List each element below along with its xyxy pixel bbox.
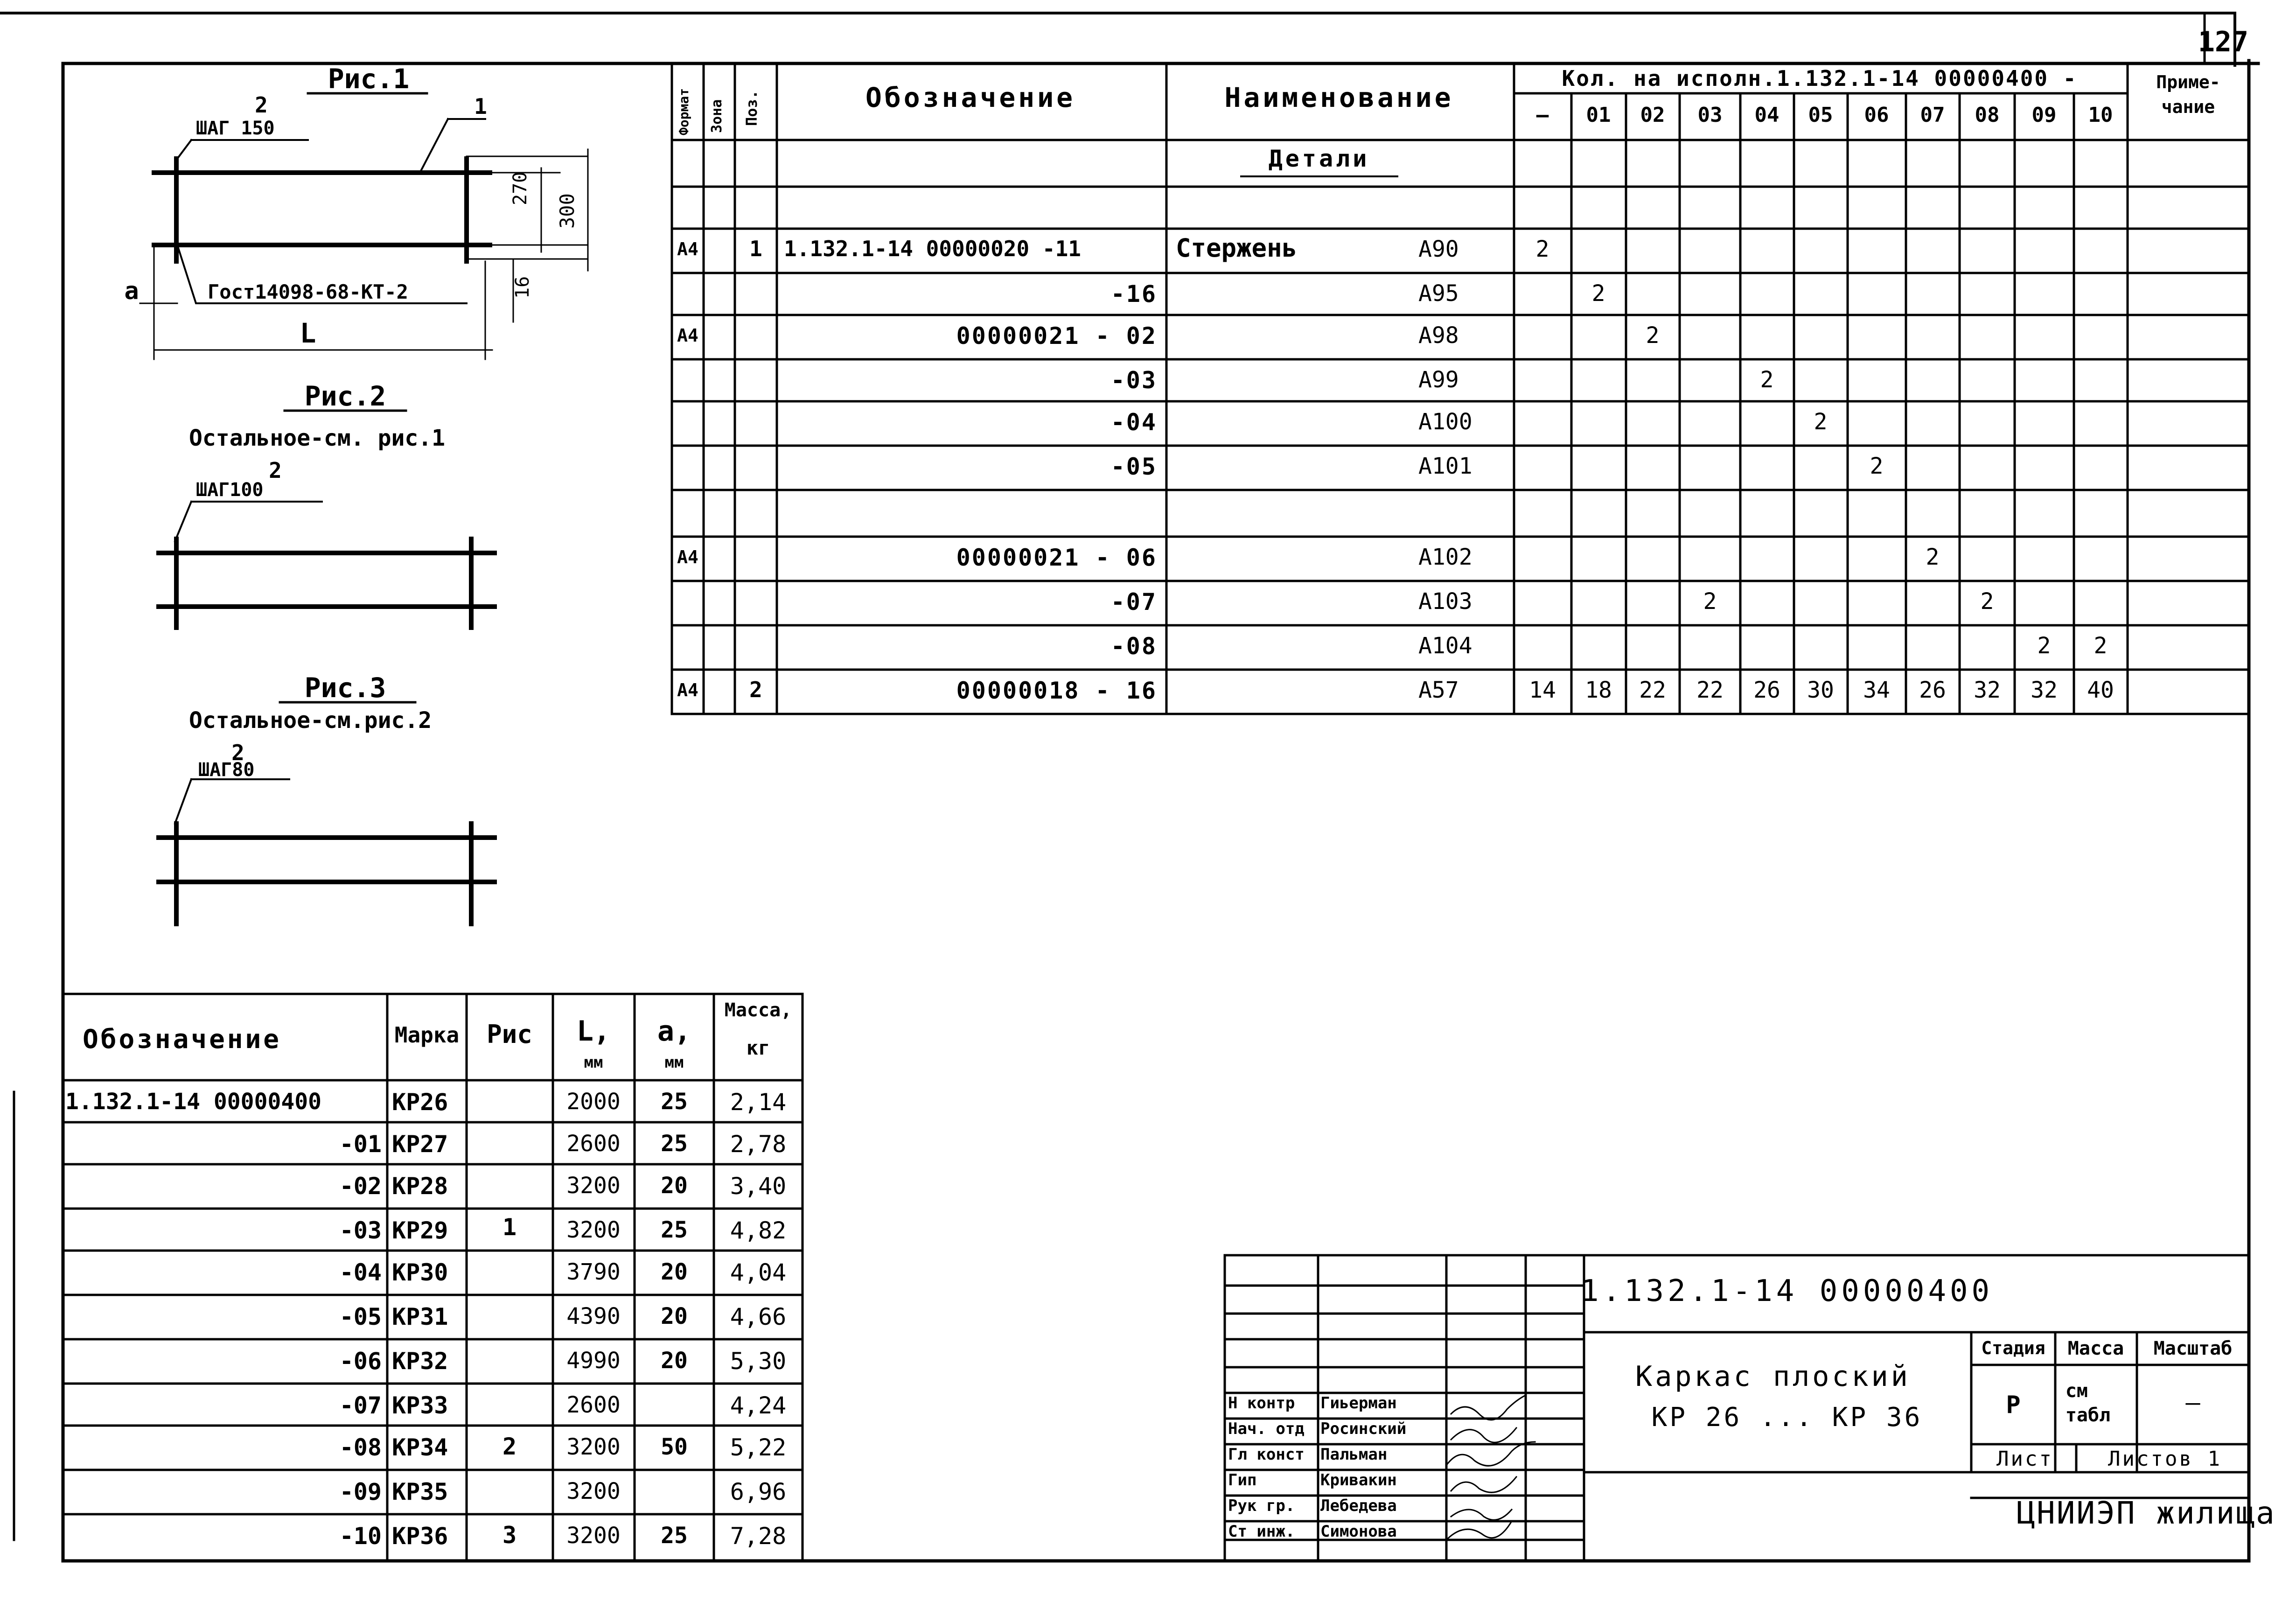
spec-cell-qty: 32	[2031, 677, 2058, 703]
variants-cell-mass: 5,30	[730, 1348, 787, 1375]
variants-cell-designation: -02	[339, 1173, 382, 1200]
variants-cell-L: 2000	[566, 1089, 621, 1115]
variants-cell-L: 3200	[566, 1217, 621, 1243]
figure-1-dim-a: a	[124, 277, 139, 305]
variant-col-header: 01	[1586, 103, 1611, 127]
variants-cell-L: 3200	[566, 1478, 621, 1504]
spec-cell-qty: 2	[1980, 588, 1994, 615]
spec-cell-qty: 2	[1646, 322, 1660, 349]
signature-name: Росинский	[1320, 1419, 1407, 1438]
spec-cell-mark: А98	[1418, 322, 1459, 349]
spec-cell-qty: 26	[1919, 677, 1946, 703]
spec-cell-qty: 2	[2037, 633, 2051, 659]
spec-cell-qty: 26	[1753, 677, 1780, 703]
variants-cell-designation: -07	[339, 1392, 382, 1419]
variants-cell-designation: -10	[339, 1523, 382, 1550]
spec-cell-qty: 2	[1591, 280, 1605, 307]
variants-cell-mark: КР30	[392, 1259, 448, 1286]
variant-col-header: 05	[1808, 103, 1833, 127]
title-block-sheets-label: Листов 1	[2108, 1447, 2222, 1471]
spec-cell-qty: 2	[2094, 633, 2108, 659]
spec-cell-mark: А103	[1418, 588, 1473, 615]
variants-cell-L: 3200	[566, 1173, 621, 1199]
variants-cell-mark: КР28	[392, 1173, 448, 1200]
variants-cell-designation: -04	[339, 1259, 382, 1286]
variants-header-a: a,	[657, 1015, 691, 1048]
signature-name: Гиьерман	[1320, 1394, 1397, 1412]
variants-fig-group: 3	[502, 1522, 517, 1549]
figure-1-weld-note: Гост14098-68-КТ-2	[208, 280, 408, 303]
variants-header-a-unit: мм	[664, 1053, 684, 1072]
figure-1-title: Рис.1	[328, 63, 410, 95]
variants-fig-group: 2	[502, 1433, 517, 1460]
spec-cell-qty: 2	[1926, 544, 1940, 570]
figure-1-step-count: 2	[255, 92, 268, 118]
page-number: 127	[2198, 26, 2249, 58]
figure-1-step-label: ШАГ 150	[196, 118, 275, 139]
title-block-stage-label: Стадия	[1981, 1338, 2045, 1358]
signature-name: Пальман	[1320, 1445, 1388, 1464]
variants-header-mass: Масса,	[724, 1000, 792, 1021]
signature-name: Симонова	[1320, 1522, 1397, 1541]
variants-cell-mass: 7,28	[730, 1523, 787, 1550]
spec-header-pos: Поз.	[743, 90, 761, 126]
variants-cell-mass: 4,04	[730, 1259, 787, 1286]
figure-1-dim-16: 16	[512, 276, 533, 299]
spec-cell-qty: 30	[1807, 677, 1834, 703]
variant-col-header: 09	[2031, 103, 2057, 127]
variants-cell-a: 25	[661, 1089, 688, 1115]
variants-cell-L: 2600	[566, 1392, 621, 1418]
variants-cell-L: 3200	[566, 1523, 621, 1549]
figure-3-title: Рис.3	[304, 672, 386, 704]
variants-cell-mark: КР35	[392, 1478, 448, 1505]
spec-header-zone: Зона	[709, 99, 725, 133]
spec-cell-qty: 2	[1703, 588, 1717, 615]
variants-cell-mark: КР27	[392, 1131, 448, 1158]
variant-col-header: —	[1536, 103, 1549, 127]
variants-cell-designation: -01	[339, 1131, 382, 1158]
figure-3-step-count: 2	[231, 740, 244, 765]
variants-cell-mark: КР34	[392, 1434, 448, 1461]
spec-cell-designation: -07	[1110, 588, 1157, 615]
variants-cell-mark: КР36	[392, 1523, 448, 1550]
spec-header-name: Наименование	[1224, 82, 1454, 113]
spec-cell-mark: А99	[1418, 367, 1459, 393]
variants-cell-mark: КР29	[392, 1217, 448, 1244]
spec-cell-format: А4	[677, 680, 698, 700]
spec-cell-qty: 40	[2087, 677, 2114, 703]
variants-header-mass-unit: кг	[746, 1036, 770, 1059]
figure-2-step-label: ШАГ100	[196, 479, 264, 501]
variants-cell-L: 4390	[566, 1303, 621, 1329]
spec-cell-designation: -16	[1110, 280, 1157, 308]
signature-role: Нач. отд	[1228, 1419, 1305, 1438]
variants-fig-group: 1	[502, 1214, 517, 1241]
signature-role: Рук гр.	[1228, 1496, 1295, 1515]
variants-cell-a: 25	[661, 1131, 688, 1157]
variants-header-designation: Обозначение	[83, 1024, 281, 1055]
figure-3-step-label: ШАГ80	[198, 759, 255, 781]
spec-cell-designation: -04	[1110, 409, 1157, 436]
variant-col-header: 10	[2088, 103, 2113, 127]
spec-cell-mark: А102	[1418, 544, 1473, 570]
figure-1-dim-L: L	[300, 317, 316, 349]
spec-cell-qty: 22	[1696, 677, 1724, 703]
spec-cell-mark: А104	[1418, 633, 1473, 659]
spec-cell-qty: 22	[1639, 677, 1666, 703]
spec-cell-qty: 2	[1870, 453, 1884, 479]
figure-3-note: Остальное-см.рис.2	[189, 707, 432, 734]
signature-role: Гл конст	[1228, 1445, 1305, 1464]
title-block-title-line2: КР 26 ... КР 36	[1651, 1402, 1923, 1433]
title-block-mass-label: Масса	[2067, 1338, 2124, 1359]
spec-cell-qty: 34	[1863, 677, 1890, 703]
spec-cell-designation: 1.132.1-14 00000020 -11	[784, 236, 1081, 261]
figure-2-step-count: 2	[269, 458, 282, 483]
spec-cell-qty: 2	[1760, 367, 1774, 393]
spec-header-format: Формат	[676, 88, 691, 135]
variants-cell-designation: -03	[339, 1217, 382, 1244]
figure-1-position-mark: 1	[474, 94, 487, 119]
variants-cell-designation: -05	[339, 1303, 382, 1330]
variants-cell-mass: 4,66	[730, 1303, 787, 1330]
title-block-stage-value: Р	[2006, 1391, 2021, 1419]
variants-header-L: L,	[576, 1015, 611, 1048]
variant-col-header: 04	[1754, 103, 1780, 127]
variants-cell-mass: 3,40	[730, 1173, 787, 1200]
variants-cell-designation: -06	[339, 1348, 382, 1375]
title-block-sheet-label: Лист	[1996, 1447, 2053, 1471]
variants-cell-mass: 2,14	[730, 1089, 787, 1116]
spec-cell-name: Стержень	[1176, 233, 1298, 263]
spec-cell-mark: А95	[1418, 280, 1459, 307]
variant-col-header: 06	[1864, 103, 1889, 127]
spec-cell-qty: 18	[1585, 677, 1612, 703]
variants-cell-L: 4990	[566, 1348, 621, 1374]
variants-cell-mass: 4,82	[730, 1217, 787, 1244]
variants-cell-a: 20	[661, 1303, 688, 1329]
signature-name: Лебедева	[1320, 1496, 1397, 1515]
variant-col-header: 08	[1975, 103, 2000, 127]
spec-section-title: Детали	[1268, 145, 1370, 172]
spec-cell-designation: 00000018 - 16	[956, 677, 1157, 704]
variants-cell-mark: КР26	[392, 1089, 448, 1116]
figure-2-note: Остальное-см. рис.1	[189, 425, 446, 451]
spec-cell-format: А4	[677, 547, 698, 567]
spec-cell-designation: -05	[1110, 453, 1157, 480]
spec-cell-qty: 2	[1814, 409, 1828, 435]
variants-header-mark: Марка	[394, 1022, 460, 1048]
figure-1-dim-270: 270	[509, 171, 531, 205]
variants-cell-designation: 1.132.1-14 00000400	[65, 1089, 322, 1115]
title-block-scale-value: —	[2185, 1389, 2200, 1417]
spec-cell-format: А4	[677, 239, 698, 259]
variants-cell-L: 3200	[566, 1434, 621, 1460]
variants-cell-mass: 4,24	[730, 1392, 787, 1419]
variants-cell-a: 20	[661, 1348, 688, 1374]
spec-header-qty-group: Кол. на исполн.1.132.1-14 00000400 -	[1562, 66, 2078, 91]
title-block-document-code: 1.132.1-14 00000400	[1580, 1274, 1994, 1308]
variants-cell-L: 3790	[566, 1259, 621, 1285]
title-block-organization: ЦНИИЭП жилища	[2017, 1495, 2276, 1531]
spec-header-note: Приме-чание	[2156, 72, 2220, 118]
variant-col-header: 02	[1640, 103, 1665, 127]
spec-cell-qty: 14	[1529, 677, 1556, 703]
title-block-mass-value: см табл	[2065, 1380, 2111, 1426]
figure-1-dim-300: 300	[556, 193, 579, 229]
variants-cell-mark: КР32	[392, 1348, 448, 1375]
variants-cell-a: 20	[661, 1259, 688, 1285]
variants-cell-mark: КР31	[392, 1303, 448, 1330]
variants-cell-a: 25	[661, 1523, 688, 1549]
variants-cell-designation: -09	[339, 1478, 382, 1505]
variants-cell-mark: КР33	[392, 1392, 448, 1419]
variants-cell-mass: 5,22	[730, 1434, 787, 1461]
title-block-scale-label: Масштаб	[2153, 1338, 2233, 1359]
variants-cell-mass: 2,78	[730, 1131, 787, 1158]
spec-cell-mark: А101	[1418, 453, 1473, 479]
variants-header-fig: Рис	[487, 1020, 532, 1049]
spec-cell-format: А4	[677, 325, 698, 346]
variants-header-L-unit: мм	[584, 1053, 603, 1072]
spec-cell-designation: -08	[1110, 633, 1157, 660]
spec-header-designation: Обозначение	[865, 82, 1076, 113]
variants-cell-a: 20	[661, 1173, 688, 1199]
spec-cell-designation: -03	[1110, 367, 1157, 394]
signature-role: Н контр	[1228, 1394, 1295, 1412]
variants-cell-a: 25	[661, 1217, 688, 1243]
variants-cell-L: 2600	[566, 1131, 621, 1157]
spec-cell-mark: А90	[1418, 236, 1459, 262]
figure-2-title: Рис.2	[304, 380, 386, 412]
variant-col-header: 07	[1920, 103, 1945, 127]
variants-cell-mass: 6,96	[730, 1478, 787, 1505]
spec-cell-qty: 2	[1535, 236, 1549, 262]
spec-cell-designation: 00000021 - 02	[956, 322, 1157, 350]
variant-col-header: 03	[1697, 103, 1723, 127]
signature-role: Гип	[1228, 1471, 1257, 1489]
spec-cell-designation: 00000021 - 06	[956, 544, 1157, 571]
variants-cell-a: 50	[661, 1434, 688, 1460]
spec-cell-pos: 1	[749, 236, 762, 261]
spec-cell-mark: А100	[1418, 409, 1473, 435]
title-block-title-line1: Каркас плоский	[1635, 1360, 1911, 1393]
spec-cell-pos: 2	[749, 677, 762, 702]
spec-cell-qty: 32	[1974, 677, 2001, 703]
signature-name: Кривакин	[1320, 1471, 1397, 1489]
variants-cell-designation: -08	[339, 1434, 382, 1461]
spec-cell-mark: А57	[1418, 677, 1459, 703]
signature-role: Ст инж.	[1228, 1522, 1295, 1541]
